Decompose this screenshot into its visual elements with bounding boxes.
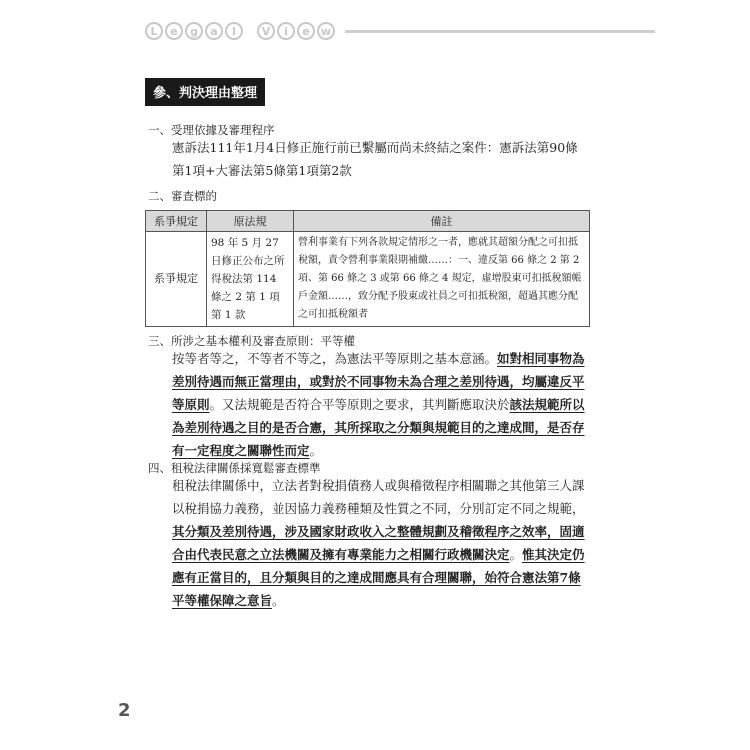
table-header: 系爭規定 — [146, 211, 207, 232]
table-header: 原法規 — [207, 211, 294, 232]
table-header-row — [146, 211, 590, 232]
review-target-table — [145, 210, 590, 327]
table-cell: 營利事業有下列各款規定情形之一者，應就其超額分配之可扣抵稅額，責令營利事業限期補繳……：一、違反第 66 條之 2 第 2 項、第 66 條之 3 或第 66 條之 4 規定，虛增股東可扣抵稅額帳戶金額……，致分配予股東或社員之可扣抵稅額，超過其應分配之可扣抵稅額者 — [294, 232, 590, 327]
text: 按等者等之，不等者不等之，為憲法平等原則之基本意涵。 — [172, 351, 498, 366]
text: 租稅法律關係中，立法者對稅捐債務人或與稽徵程序相關聯之其他第三人課以稅捐協力義務，並因協力義務種類及性質之不同，分別訂定不同之規範， — [172, 478, 585, 516]
underlined-text: 其分類及差別待遇，涉及國家財政收入之整體規劃及稽徵程序之效率，固適合由代表民意之立法機關及擁有專業能力之相關行政機關決定 — [172, 524, 585, 562]
underlined-text: 如對相同事物為差別待遇而無正當理由，或對於不同事物未為合理之差別待遇，均屬違反平等原則 — [172, 351, 585, 412]
tax-review-body — [172, 474, 587, 612]
page-number: 2 — [118, 700, 131, 721]
underlined-text: 該法規範所以為差別待遇之目的是否合憲，其所採取之分類與規範目的之達成間，是否存有一定程度之關聯性而定 — [172, 397, 585, 458]
text: 。 — [509, 547, 523, 562]
logo-letter: e — [297, 22, 315, 40]
logo-letter: w — [317, 22, 335, 40]
logo-letter: L — [145, 22, 163, 40]
legal-view-logo — [145, 18, 337, 44]
text: 。 — [309, 443, 323, 458]
logo-letter: l — [225, 22, 243, 40]
table-row — [146, 232, 590, 327]
table-cell: 98 年 5 月 27 日修正公布之所得稅法第 114 條之 2 第 1 項第 1 款 — [207, 232, 294, 327]
underlined-text: 惟其決定仍應有正當目的，且分類與目的之達成間應具有合理關聯，始符合憲法第7條平等權保障之意旨 — [172, 547, 585, 608]
table-header: 備註 — [294, 211, 590, 232]
logo-letter: e — [165, 22, 183, 40]
logo-letter: i — [277, 22, 295, 40]
table-cell: 系爭規定 — [146, 232, 207, 327]
heading-acceptance: 一、受理依據及審理程序 — [148, 123, 275, 137]
heading-tax-review: 四、租稅法律關係採寬鬆審查標準 — [148, 461, 321, 475]
heading-equality: 三、所涉之基本權利及審查原則：平等權 — [148, 334, 355, 348]
text: 。 — [272, 593, 285, 608]
header-rule — [345, 30, 655, 33]
logo-letter: g — [185, 22, 203, 40]
logo-letter: V — [257, 22, 275, 40]
section-title: 參、判決理由整理 — [145, 78, 265, 106]
equality-body — [172, 347, 587, 462]
text: 。又法規範是否符合平等原則之要求，其判斷應取決於 — [209, 397, 510, 412]
heading-review-target: 二、審查標的 — [148, 189, 217, 203]
logo-letter: a — [205, 22, 223, 40]
acceptance-body: 憲訴法111年1月4日修正施行前已繫屬而尚未終結之案件：憲訴法第90條第1項+大審法第5條第1項第2款 — [172, 140, 578, 178]
